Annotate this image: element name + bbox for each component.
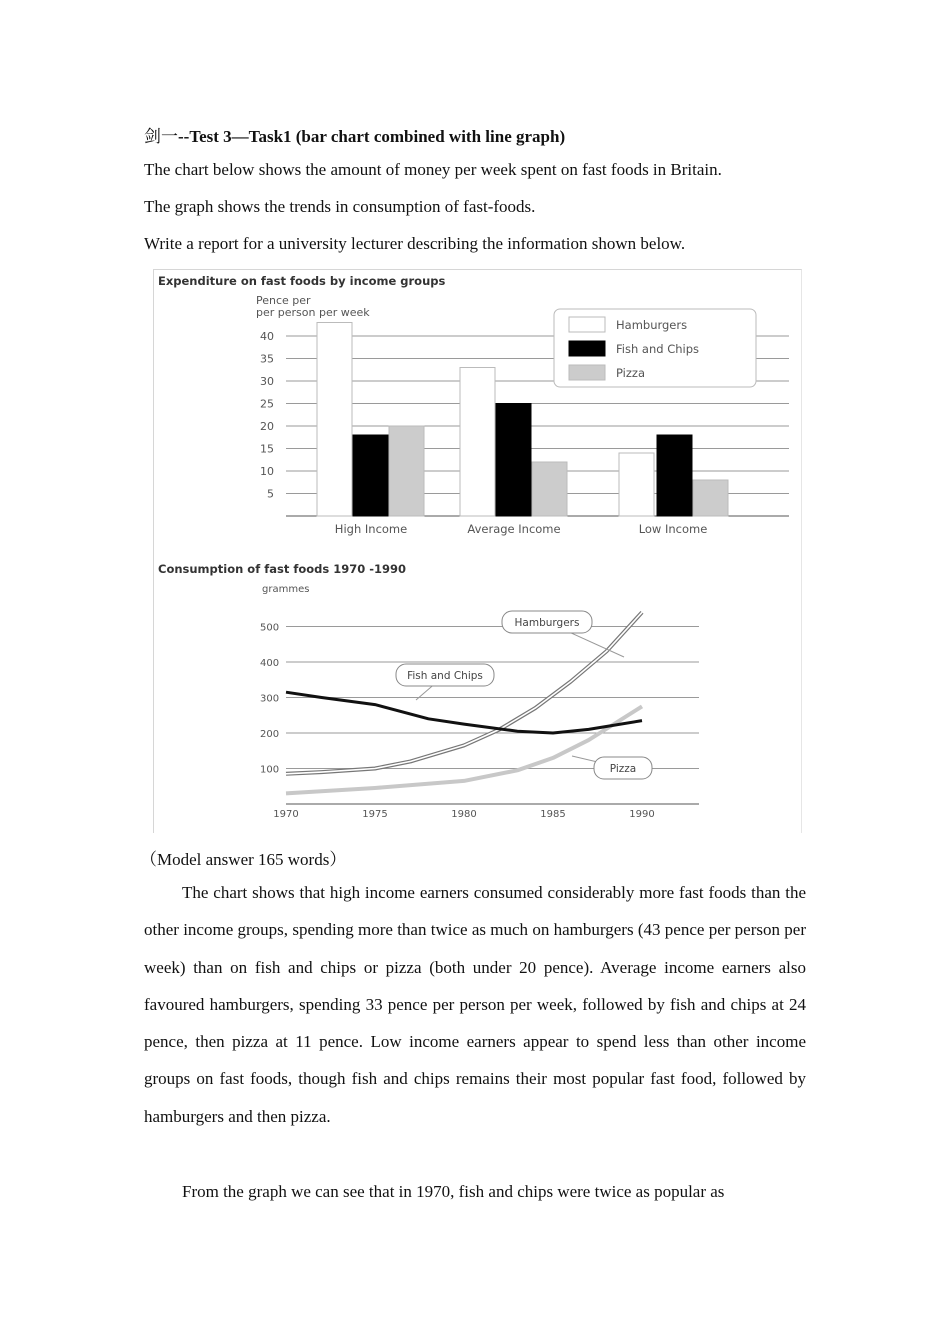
chart-canvas [154,270,801,833]
bar-y-tick-label: 20 [260,420,274,433]
line-y-tick-label: 200 [260,729,280,740]
heading-prefix: 剑一 [144,127,178,146]
bar-legend-label: Fish and Chips [616,342,700,356]
answer-paragraph-2 [144,1173,806,1210]
bar-hamburgers [619,453,654,516]
bar-fish-and-chips [496,404,531,517]
line-y-tick-label: 300 [260,693,280,705]
line-x-tick-label: 1970 [273,809,299,820]
line-y-axis-label: grammes [262,584,310,595]
line-y-tick-label: 400 [260,658,280,669]
model-answer-note: （Model answer 165 words） [140,850,347,869]
line-y-tick-label: 500 [260,622,280,634]
callout-fish-and-chips-label: Fish and Chips [407,670,483,682]
line-series-hamburgers-outline [286,612,642,774]
bar-y-tick-label: 10 [260,465,274,478]
document-heading [144,122,565,147]
answer-paragraph-1-text: The chart shows that high income earners consumed considerably more fast foods than the other income groups, spending more than twice as much on hamburgers (43 pence per person per week) than on fish and chips or pizza (both under 20 pence). Average income earners also favoured hamburgers, spending 33 pence per person per week, followed by fish and chips at 24 pence, then pizza at 11 pence. Low income earners appear to spend less than other income groups on fast foods, though fish and chips remains their most popular fast food, followed by hamburgers and then pizza. [144,883,806,1126]
bar-pizza [532,462,567,516]
bar-x-tick-label: Average Income [467,522,561,536]
line-x-tick-label: 1985 [540,809,566,820]
bar-hamburgers [317,323,352,517]
bar-y-tick-label: 25 [260,397,274,411]
bar-y-axis-label: Pence per [256,294,311,307]
answer-paragraph-2-text: From the graph we can see that in 1970, fish and chips were twice as popular as [182,1182,725,1201]
intro-line-2: The graph shows the trends in consumption of fast-foods. [144,197,536,216]
chart-figure [153,269,802,833]
bar-legend-label: Pizza [616,366,645,380]
bar-pizza [693,480,728,516]
line-series-pizza [286,706,642,793]
bar-legend-swatch [569,317,605,332]
line-series-fish-and-chips [286,692,642,733]
bar-y-tick-label: 40 [260,330,274,343]
line-chart-title: Consumption of fast foods 1970 -1990 [158,562,406,576]
bar-hamburgers [460,368,495,517]
bar-x-tick-label: Low Income [638,522,708,536]
line-x-tick-label: 1980 [451,809,477,820]
callout-hamburgers-label: Hamburgers [514,617,580,629]
bar-legend-swatch [569,365,605,380]
intro-line-1: The chart below shows the amount of money per week spent on fast foods in Britain. [144,160,722,179]
bar-y-tick-label: 5 [267,487,274,501]
callout-pizza-label: Pizza [609,763,637,775]
bar-legend-swatch [569,341,605,356]
answer-paragraph-1 [144,874,806,1135]
line-series-hamburgers [286,612,642,774]
bar-y-axis-label-line2: per person per week [256,306,370,319]
bar-y-tick-label: 15 [260,442,274,456]
bar-fish-and-chips [657,435,692,516]
bar-y-tick-label: 35 [260,352,274,366]
line-x-tick-label: 1975 [362,809,388,820]
bar-fish-and-chips [353,435,388,516]
bar-y-tick-label: 30 [260,375,274,388]
bar-chart-title: Expenditure on fast foods by income groups [158,274,446,288]
bar-x-tick-label: High Income [334,522,408,536]
line-y-tick-label: 100 [260,764,280,776]
intro-line-3: Write a report for a university lecturer describing the information shown below. [144,234,686,253]
line-x-tick-label: 1990 [629,809,655,820]
bar-pizza [389,426,424,516]
bar-legend-label: Hamburgers [616,318,688,332]
heading-title: --Test 3—Task1 (bar chart combined with line graph) [178,127,566,146]
